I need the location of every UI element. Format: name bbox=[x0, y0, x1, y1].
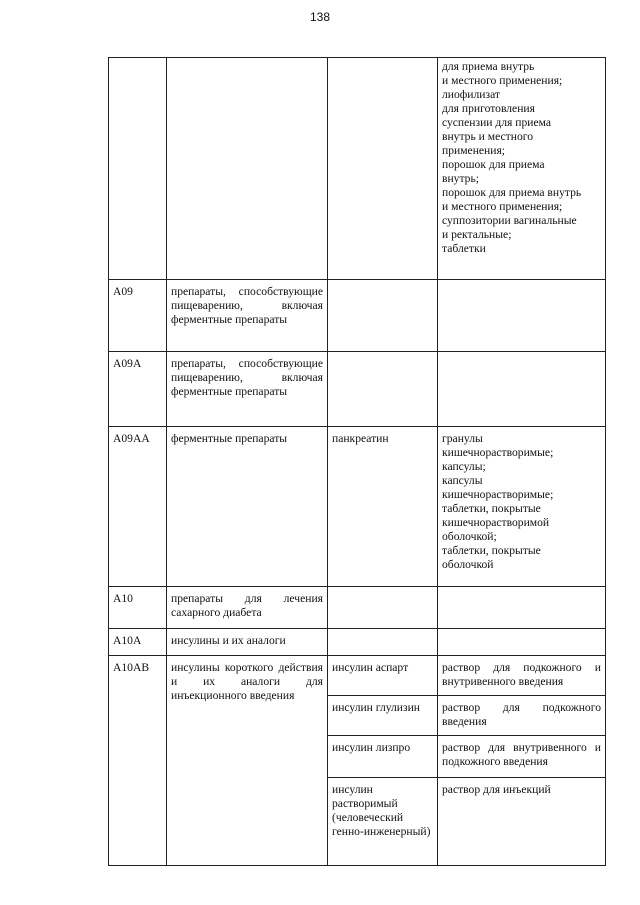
table-row bbox=[109, 280, 606, 352]
dosage-form-line: применения; bbox=[442, 144, 506, 157]
dosage-form-line: для приема внутрь bbox=[442, 60, 535, 73]
group-name-cell bbox=[167, 58, 328, 280]
dosage-form-line: внутрь; bbox=[442, 172, 479, 185]
dosage-forms-cell bbox=[438, 352, 606, 427]
dosage-form-line: таблетки, покрытые bbox=[442, 544, 541, 557]
atc-code-cell: A10 bbox=[109, 587, 167, 629]
atc-code-cell bbox=[109, 58, 167, 280]
dosage-form-line: кишечнорастворимые; bbox=[442, 446, 554, 459]
dosage-form-line: и местного применения; bbox=[442, 74, 563, 87]
dosage-form-line: капсулы bbox=[442, 474, 483, 487]
atc-code-cell: A10A bbox=[109, 629, 167, 656]
table-row bbox=[109, 58, 606, 280]
dosage-form-line: кишечнорастворимой bbox=[442, 516, 550, 529]
table-row bbox=[109, 427, 606, 587]
dosage-form-line: и ректальные; bbox=[442, 228, 512, 241]
dosage-form-line: порошок для приема внутрь bbox=[442, 186, 582, 199]
dosage-forms-cell: раствор для подкожного и внутривенного введения bbox=[438, 656, 606, 696]
dosage-forms-cell: раствор для внутривенного и подкожного введения bbox=[438, 736, 606, 778]
atc-code-cell: A09AA bbox=[109, 427, 167, 587]
dosage-form-line: порошок для приема bbox=[442, 158, 545, 171]
dosage-forms-cell: раствор для инъекций bbox=[438, 778, 606, 866]
group-name-cell: препараты, способствующие пищеварению, включая ферментные препараты bbox=[167, 352, 328, 427]
group-name-cell: препараты для лечения сахарного диабета bbox=[167, 587, 328, 629]
dosage-form-line: лиофилизат bbox=[442, 88, 500, 101]
inn-cell bbox=[328, 58, 438, 280]
group-name-cell: ферментные препараты bbox=[167, 427, 328, 587]
atc-code-cell: A09 bbox=[109, 280, 167, 352]
dosage-forms-cell: раствор для подкожного введения bbox=[438, 696, 606, 736]
dosage-form-line: гранулы bbox=[442, 432, 483, 445]
dosage-forms-cell bbox=[438, 629, 606, 656]
page-number: 138 bbox=[309, 10, 331, 24]
inn-cell: панкреатин bbox=[328, 427, 438, 587]
medicines-table bbox=[108, 57, 606, 866]
inn-cell: инсулин аспарт bbox=[328, 656, 438, 696]
atc-code-cell: A09A bbox=[109, 352, 167, 427]
table-row bbox=[109, 656, 606, 696]
dosage-form-line: суспензии для приема bbox=[442, 116, 552, 129]
dosage-form-line: таблетки bbox=[442, 242, 486, 255]
group-name-cell: инсулины короткого действия и их аналоги для инъекционного введения bbox=[167, 656, 328, 866]
dosage-form-line: кишечнорастворимые; bbox=[442, 488, 554, 501]
dosage-form-line: таблетки, покрытые bbox=[442, 502, 541, 515]
inn-cell bbox=[328, 280, 438, 352]
table-row bbox=[109, 352, 606, 427]
group-name-cell: препараты, способствующие пищеварению, включая ферментные препараты bbox=[167, 280, 328, 352]
dosage-form-line: для приготовления bbox=[442, 102, 535, 115]
table-row bbox=[109, 629, 606, 656]
table-row bbox=[109, 587, 606, 629]
dosage-form-line: суппозитории вагинальные bbox=[442, 214, 577, 227]
dosage-form-line: оболочкой bbox=[442, 558, 494, 571]
dosage-forms-cell bbox=[438, 58, 606, 280]
atc-code-cell: A10AB bbox=[109, 656, 167, 866]
inn-cell bbox=[328, 629, 438, 656]
dosage-forms-cell bbox=[438, 587, 606, 629]
dosage-form-line: и местного применения; bbox=[442, 200, 563, 213]
dosage-form-line: капсулы; bbox=[442, 460, 486, 473]
dosage-forms-cell bbox=[438, 280, 606, 352]
group-name-cell: инсулины и их аналоги bbox=[167, 629, 328, 656]
dosage-form-line: внутрь и местного bbox=[442, 130, 534, 143]
dosage-forms-cell bbox=[438, 427, 606, 587]
dosage-form-line: оболочкой; bbox=[442, 530, 497, 543]
inn-cell: инсулин лизпро bbox=[328, 736, 438, 778]
inn-cell bbox=[328, 352, 438, 427]
inn-cell bbox=[328, 587, 438, 629]
inn-cell: инсулин глулизин bbox=[328, 696, 438, 736]
inn-cell: инсулин растворимый (человеческий генно-инженерный) bbox=[328, 778, 438, 866]
